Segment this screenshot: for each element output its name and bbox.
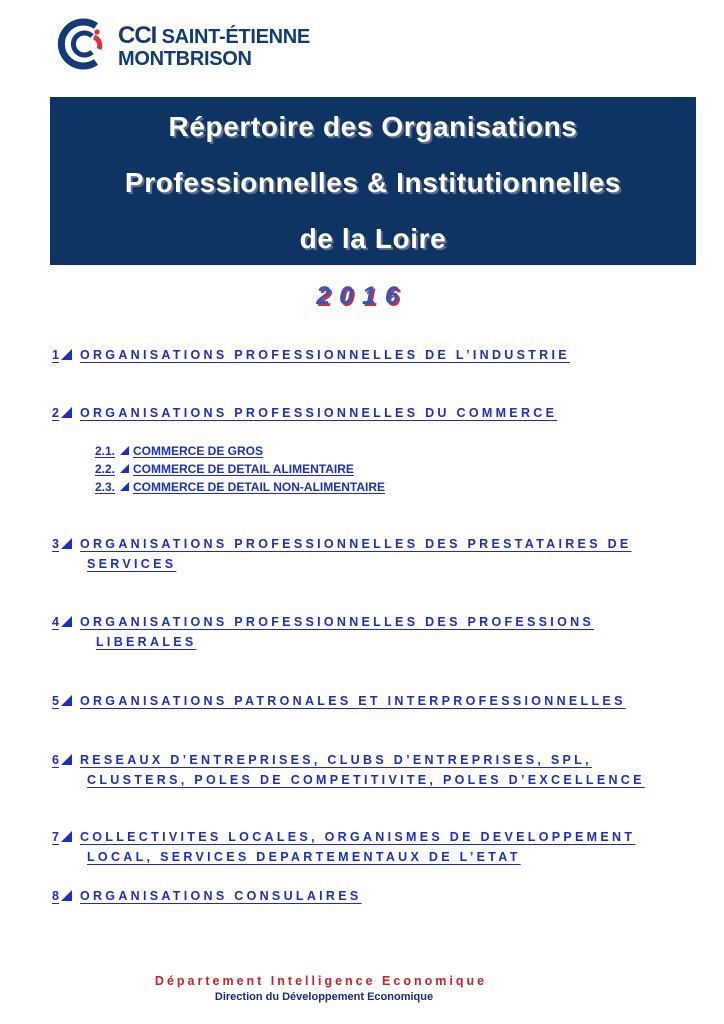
toc-item-number: 3 <box>52 537 59 551</box>
triangle-icon <box>120 482 129 491</box>
footer-direction: Direction du Développement Economique <box>214 991 434 1003</box>
toc-subitem-number: 2.1. <box>95 444 116 458</box>
toc-subitem-label: COMMERCE DE DETAIL NON-ALIMENTAIRE <box>133 480 386 494</box>
toc-item-number: 5 <box>52 694 59 708</box>
toc-subitem-label: COMMERCE DE GROS <box>133 444 264 458</box>
toc-item-label: ORGANISATIONS PROFESSIONNELLES DU COMMERCE <box>79 406 558 420</box>
triangle-icon <box>61 890 72 901</box>
toc-item-2[interactable] <box>52 406 557 420</box>
toc-item-number: 4 <box>52 615 59 629</box>
triangle-icon <box>61 695 72 706</box>
triangle-icon <box>120 464 129 473</box>
toc-item-4[interactable] <box>52 615 594 629</box>
triangle-icon <box>61 538 72 549</box>
toc-item-7[interactable] <box>52 830 635 844</box>
cci-logo-icon <box>56 16 112 72</box>
toc-item-6[interactable] <box>52 753 592 767</box>
toc-item-1[interactable] <box>52 348 570 362</box>
toc-item-label: ORGANISATIONS PROFESSIONNELLES DES PRESTATAIRES DE <box>79 537 632 551</box>
triangle-icon <box>61 616 72 627</box>
logo-text-line1 <box>118 22 310 50</box>
toc-subitem-2-2[interactable] <box>95 462 354 476</box>
toc-item-4-continuation[interactable]: LIBERALES <box>96 635 197 649</box>
toc-item-number: 8 <box>52 889 59 903</box>
triangle-icon <box>61 754 72 765</box>
title-line-1: Répertoire des Organisations <box>168 111 578 142</box>
year-heading: 2016 <box>316 282 408 310</box>
footer-department-text: Département Intelligence Economique <box>154 974 488 988</box>
toc-item-label: RESEAUX D’ENTREPRISES, CLUBS D’ENTREPRISES, SPL, <box>79 753 592 767</box>
toc-subitem-label: COMMERCE DE DETAIL ALIMENTAIRE <box>133 462 354 476</box>
toc-subitem-number: 2.3. <box>95 480 116 494</box>
triangle-icon <box>61 349 72 360</box>
triangle-icon <box>61 407 72 418</box>
toc-item-label: COLLECTIVITES LOCALES, ORGANISMES DE DEVELOPPEMENT <box>79 830 636 844</box>
title-line-2: Professionnelles & Institutionnelles <box>124 167 622 198</box>
toc-item-3[interactable] <box>52 537 632 551</box>
toc-item-label: ORGANISATIONS PROFESSIONNELLES DES PROFESSIONS <box>79 615 595 629</box>
toc-subitem-2-3[interactable] <box>95 480 385 494</box>
toc-item-6-continuation[interactable]: CLUSTERS, POLES DE COMPETITIVITE, POLES D’EXCELLENCE <box>87 773 645 787</box>
cci-logo <box>56 16 326 76</box>
title-line-3: de la Loire <box>299 223 447 254</box>
toc-item-number: 6 <box>52 753 59 767</box>
logo-brand: CCI <box>118 22 157 49</box>
logo-text-line2: MONTBRISON <box>118 48 252 70</box>
toc-item-label: ORGANISATIONS CONSULAIRES <box>79 889 362 903</box>
triangle-icon <box>120 446 129 455</box>
logo-line1-rest: SAINT-ÉTIENNE <box>156 26 310 48</box>
footer-department <box>0 974 648 988</box>
toc-item-number: 1 <box>52 348 59 362</box>
toc-item-label: ORGANISATIONS PROFESSIONNELLES DE L’INDUSTRIE <box>79 348 570 362</box>
toc-item-3-continuation[interactable]: SERVICES <box>87 557 177 571</box>
toc-item-7-continuation[interactable]: LOCAL, SERVICES DEPARTEMENTAUX DE L’ETAT <box>87 850 521 864</box>
toc-item-8[interactable] <box>52 889 362 903</box>
toc-subitem-number: 2.2. <box>95 462 116 476</box>
toc-item-5[interactable] <box>52 694 626 708</box>
title-banner <box>50 97 696 265</box>
toc-subitem-2-1[interactable] <box>95 444 263 458</box>
toc-item-number: 2 <box>52 406 59 420</box>
triangle-icon <box>61 831 72 842</box>
toc-item-label: ORGANISATIONS PATRONALES ET INTERPROFESSIONNELLES <box>79 694 626 708</box>
toc-item-number: 7 <box>52 830 59 844</box>
